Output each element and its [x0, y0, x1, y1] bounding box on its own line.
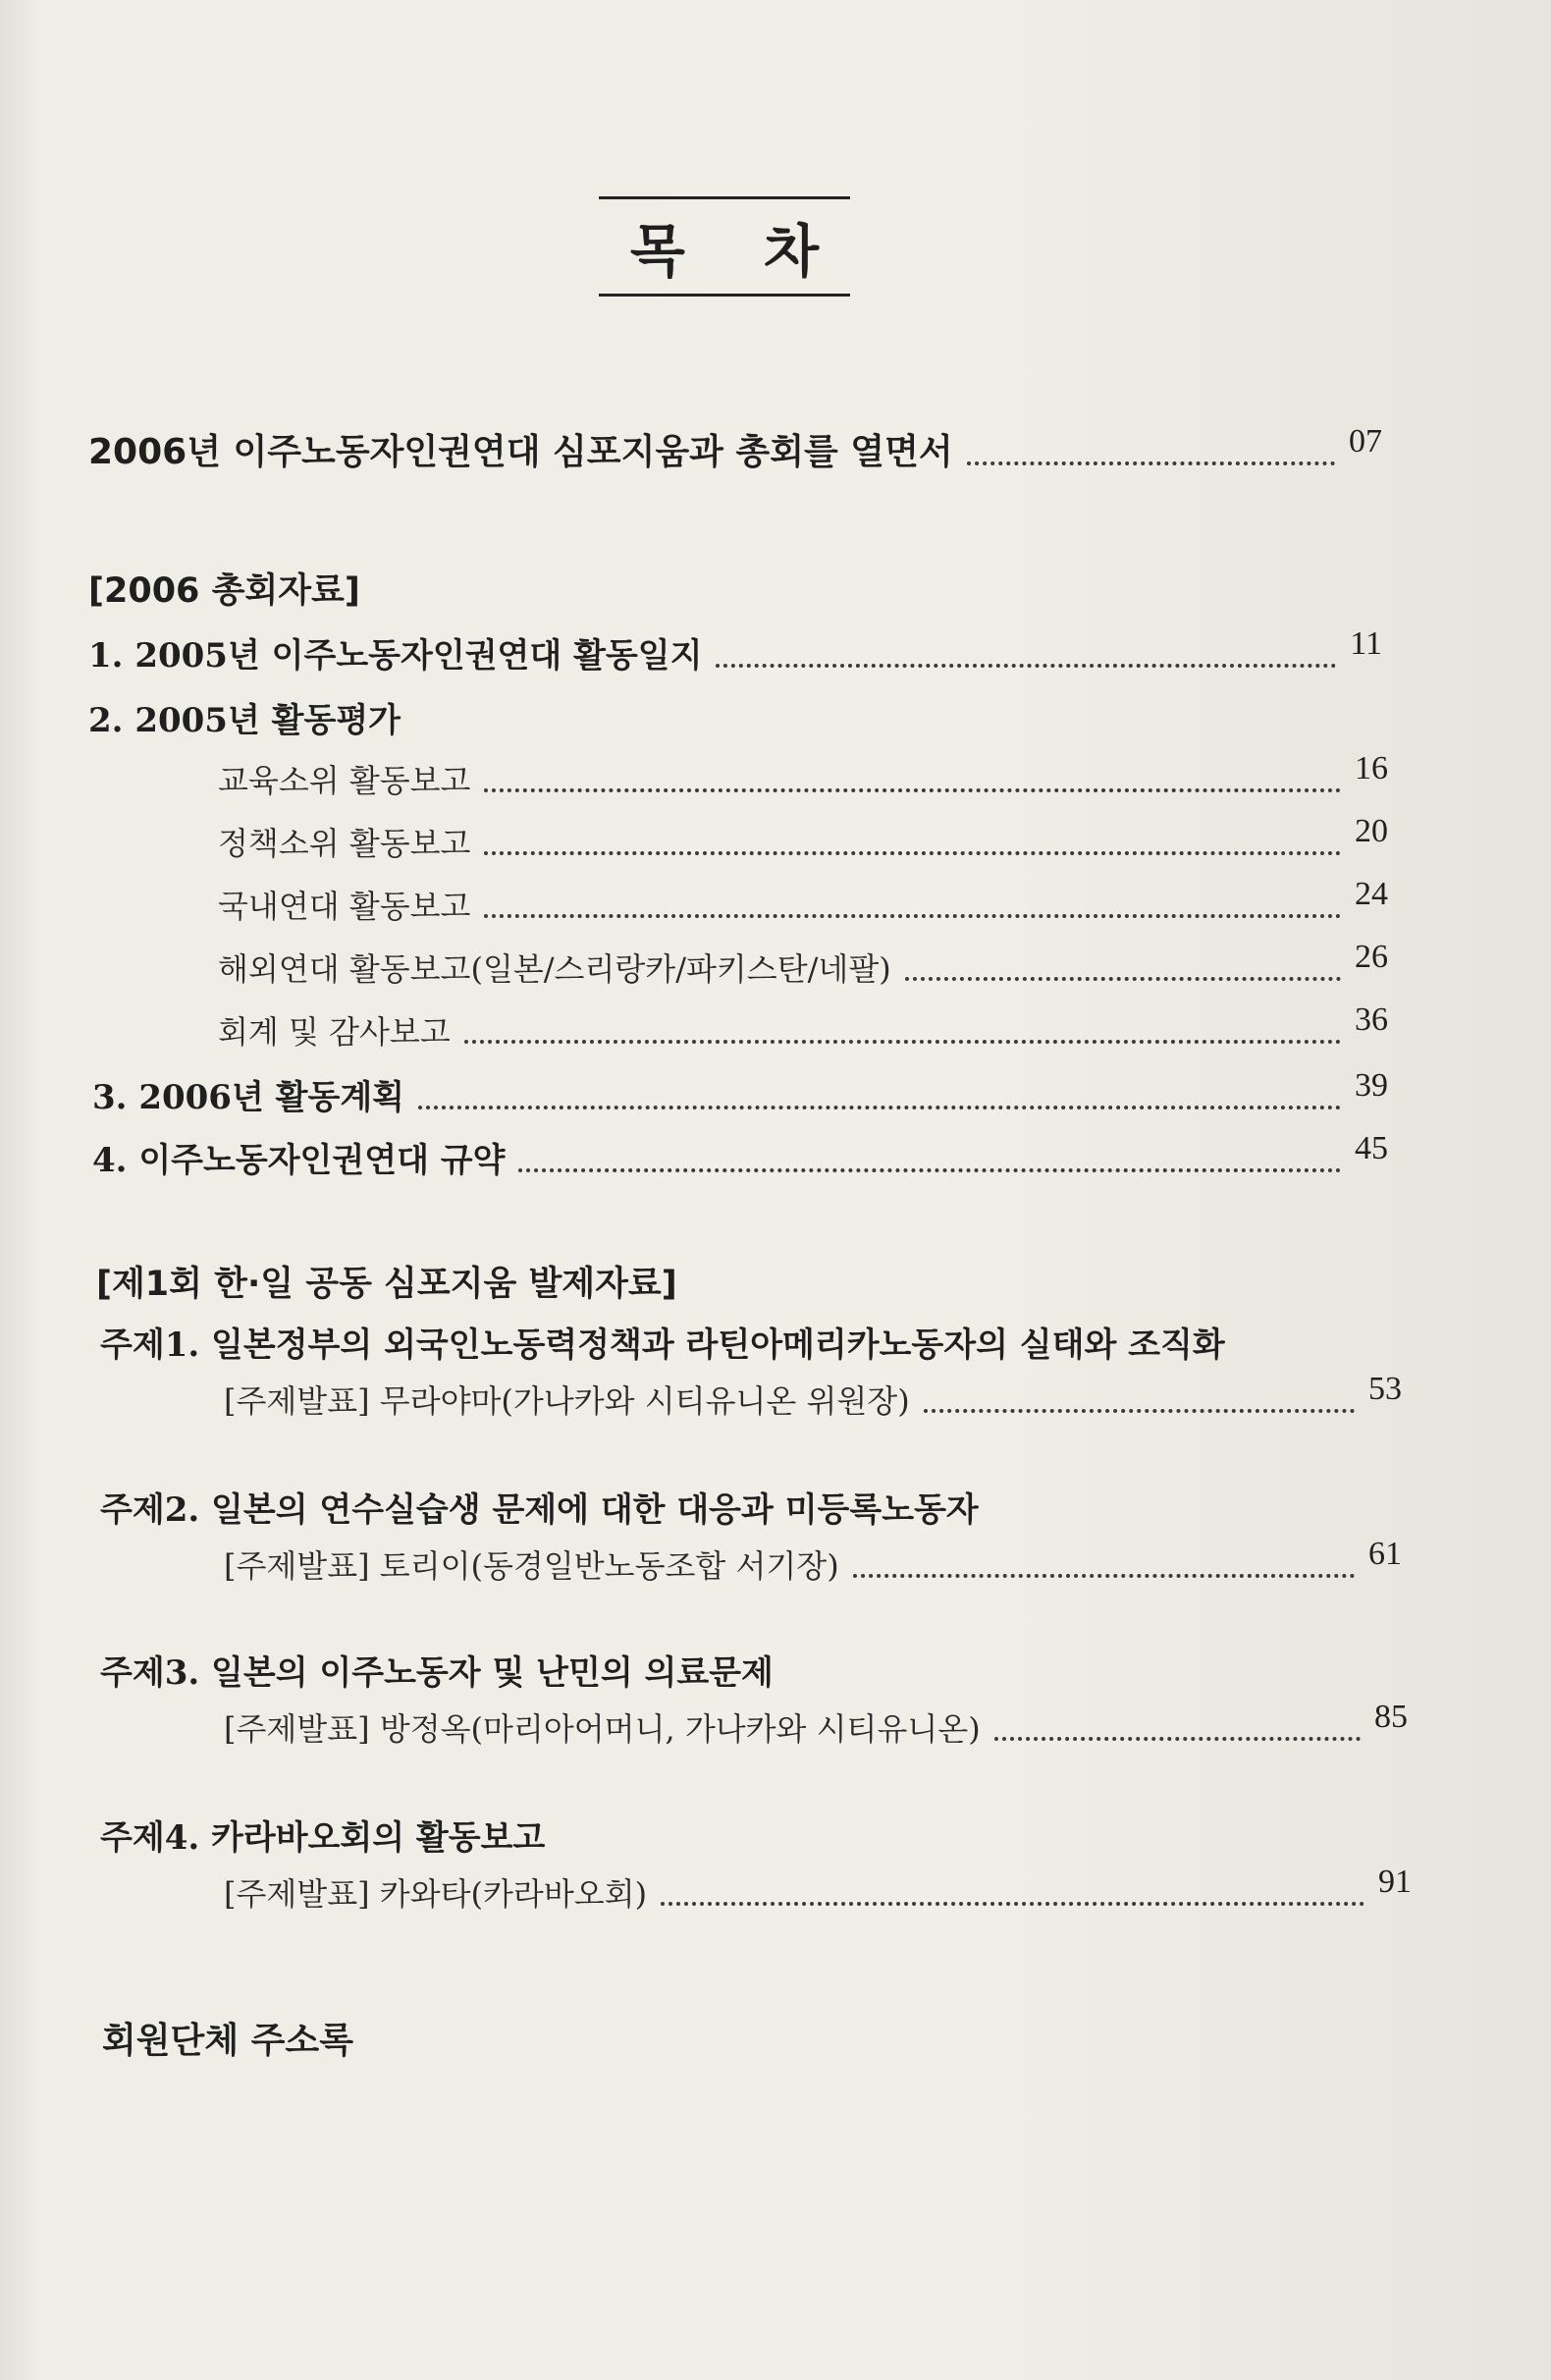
toc-page-number: 26: [1355, 939, 1388, 975]
toc-page-number: 16: [1355, 750, 1388, 786]
toc-entry-activity-plan[interactable]: [92, 1067, 1388, 1118]
toc-page-number: 45: [1355, 1130, 1388, 1166]
dot-leader: [853, 1574, 1355, 1578]
toc-entry-label: 3. 2006년 활동계획: [92, 1078, 405, 1117]
toc-entry-label: 국내연대 활동보고: [218, 888, 471, 925]
toc-entry-label: 4. 이주노동자인권연대 규약: [92, 1141, 506, 1180]
toc-subentry-policy[interactable]: [218, 813, 1388, 864]
toc-page-number: 20: [1355, 813, 1388, 849]
toc-subentry-accounting[interactable]: [218, 1001, 1388, 1053]
toc-entry-activity-evaluation[interactable]: 2. 2005년 활동평가: [88, 701, 401, 740]
toc-title-box: [599, 196, 850, 297]
dot-leader: [518, 1168, 1341, 1172]
toc-entry-label: [주제발표] 카와타(카라바오회): [224, 1875, 648, 1913]
dot-leader: [967, 461, 1335, 465]
topic-2-presentation[interactable]: [224, 1536, 1402, 1587]
toc-page-number: 91: [1378, 1864, 1412, 1900]
dot-leader: [484, 914, 1341, 918]
toc-entry-bylaws[interactable]: [92, 1130, 1388, 1181]
toc-entry-label: [주제발표] 무라야마(가나카와 시티유니온 위원장): [224, 1382, 910, 1420]
topic-2-title: 주제2. 일본의 연수실습생 문제에 대한 대응과 미등록노동자: [100, 1490, 979, 1530]
toc-page-number: 85: [1374, 1699, 1408, 1735]
toc-subentry-education[interactable]: [218, 750, 1388, 801]
topic-4-title: 주제4. 카라바오회의 활동보고: [100, 1818, 546, 1858]
toc-page-number: 24: [1355, 876, 1388, 912]
toc-subentry-overseas[interactable]: [218, 939, 1388, 990]
dot-leader: [994, 1737, 1361, 1741]
toc-entry-label: 2006년 이주노동자인권연대 심포지움과 총회를 열면서: [88, 432, 953, 472]
dot-leader: [924, 1409, 1355, 1413]
toc-entry-label: [주제발표] 방정옥(마리아어머니, 가나카와 시티유니온): [224, 1710, 981, 1748]
section-heading-general-meeting: [2006 총회자료]: [88, 571, 360, 611]
dot-leader: [484, 851, 1341, 855]
toc-page-number: 61: [1368, 1536, 1402, 1572]
topic-1-title: 주제1. 일본정부의 외국인노동력정책과 라틴아메리카노동자의 실태와 조직화: [100, 1325, 1225, 1365]
toc-title: 목 차: [629, 218, 849, 285]
topic-3-presentation[interactable]: [224, 1699, 1408, 1750]
topic-3-title: 주제3. 일본의 이주노동자 및 난민의 의료문제: [100, 1653, 774, 1693]
toc-entry-label: [주제발표] 토리이(동경일반노동조합 서기장): [224, 1547, 839, 1585]
dot-leader: [464, 1040, 1341, 1044]
toc-page-number: 39: [1355, 1067, 1388, 1104]
topic-4-presentation[interactable]: [224, 1864, 1412, 1915]
toc-entry-activity-log[interactable]: [88, 625, 1382, 676]
dot-leader: [716, 664, 1336, 668]
toc-entry-label: 교육소위 활동보고: [218, 762, 471, 799]
dot-leader: [484, 788, 1341, 792]
toc-page-number: 11: [1350, 625, 1382, 662]
section-heading-symposium: [제1회 한·일 공동 심포지움 발제자료]: [96, 1265, 677, 1304]
toc-page-number: 53: [1368, 1371, 1402, 1407]
dot-leader: [418, 1106, 1341, 1109]
dot-leader: [905, 977, 1341, 981]
toc-entry-label: 1. 2005년 이주노동자인권연대 활동일지: [88, 636, 703, 676]
toc-entry-intro[interactable]: [88, 424, 1382, 474]
topic-1-presentation[interactable]: [224, 1371, 1402, 1422]
toc-page-number: 36: [1355, 1001, 1388, 1038]
toc-entry-label: 회계 및 감사보고: [218, 1013, 451, 1051]
toc-entry-label: 정책소위 활동보고: [218, 825, 471, 862]
toc-entry-member-directory[interactable]: 회원단체 주소록: [102, 2021, 353, 2061]
dot-leader: [661, 1902, 1364, 1906]
toc-subentry-domestic[interactable]: [218, 876, 1388, 927]
toc-entry-label: 해외연대 활동보고(일본/스리랑카/파키스탄/네팔): [218, 950, 891, 988]
toc-page-number: 07: [1349, 423, 1382, 460]
